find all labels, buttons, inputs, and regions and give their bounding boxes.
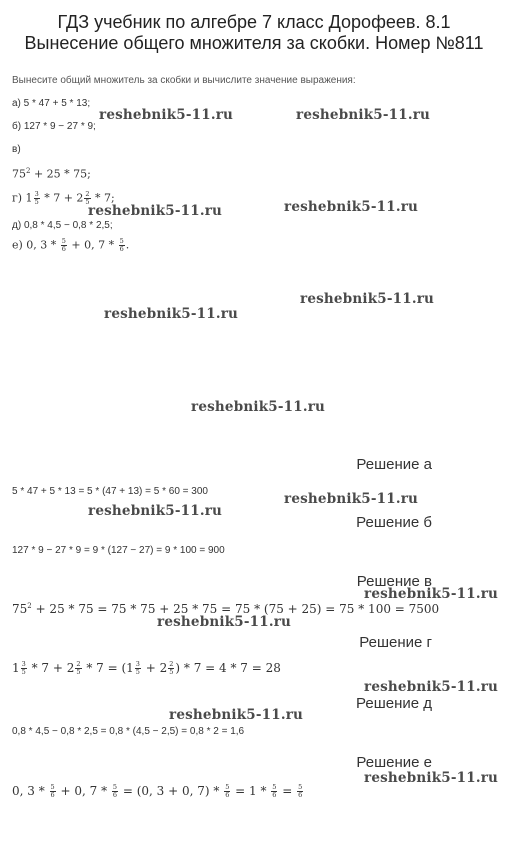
solution-e-heading: Решение д — [356, 695, 432, 712]
solution-d-heading: Решение г — [359, 634, 432, 651]
watermark: reshebnik5-11.ru — [88, 203, 223, 219]
watermark: reshebnik5-11.ru — [169, 707, 304, 723]
solution-c-heading: Решение в — [356, 573, 432, 590]
page-title: ГДЗ учебник по алгебре 7 класс Дорофеев. 8.1 Вынесение общего множителя за скобки. Номер №811 — [24, 12, 484, 53]
solution-e-text: 0,8 * 4,5 − 0,8 * 2,5 = 0,8 * (4,5 − 2,5) = 0,8 * 2 = 1,6 — [12, 726, 245, 737]
watermark: reshebnik5-11.ru — [191, 399, 326, 415]
solution-a-heading: Решение а — [356, 456, 432, 473]
watermark: reshebnik5-11.ru — [296, 107, 431, 123]
watermark: reshebnik5-11.ru — [364, 679, 499, 695]
task-item-c-label: в) — [12, 144, 21, 155]
watermark: reshebnik5-11.ru — [99, 107, 234, 123]
task-item-e: д) 0,8 * 4,5 − 0,8 * 2,5; — [12, 220, 113, 231]
watermark: reshebnik5-11.ru — [284, 199, 419, 215]
watermark: reshebnik5-11.ru — [300, 291, 435, 307]
task-item-a: а) 5 * 47 + 5 * 13; — [12, 98, 91, 109]
task-item-c-expression: $75^2 + 25 * 75$; — [12, 167, 91, 181]
solution-f-text: 0, 3 * $\frac{5}{6}$ + 0, 7 * $\frac{5}{6}$ = (0, 3 + 0, 7) * $\frac{5}{6}$ = 1 * $\frac{5}{6}$ = $\frac{5}{6}$ — [12, 783, 303, 799]
watermark: reshebnik5-11.ru — [104, 306, 239, 322]
solution-b-heading: Решение б — [356, 514, 432, 531]
watermark: reshebnik5-11.ru — [364, 586, 499, 602]
task-item-f: е) 0, 3 * $\frac{5}{6}$ + 0, 7 * $\frac{5}{6}$ . — [12, 237, 130, 253]
task-item-b: б) 127 * 9 − 27 * 9; — [12, 121, 96, 132]
solution-d-text: 1 $\frac{3}{5}$ * 7 + 2 $\frac{2}{5}$ * 7 = (1 $\frac{3}{5}$ + 2 $\frac{2}{5}$ ) * 7 = 4 * 7 = 28 — [12, 660, 281, 676]
solution-a-text: 5 * 47 + 5 * 13 = 5 * (47 + 13) = 5 * 60 = 300 — [12, 486, 208, 497]
watermark: reshebnik5-11.ru — [364, 770, 499, 786]
task-text: Вынесите общий множитель за скобки и вычислите значение выражения: — [12, 75, 356, 86]
solution-c-text: $75^2 + 25 * 75 = 75 * 75 + 25 * 75 = 75 * (75 + 25) = 75 * 100 = 7500$ — [12, 602, 440, 616]
task-item-d: г) 1 $\frac{3}{5}$ * 7 + 2 $\frac{2}{5}$ * 7; — [12, 190, 115, 206]
watermark: reshebnik5-11.ru — [88, 503, 223, 519]
watermark: reshebnik5-11.ru — [157, 614, 292, 630]
watermark: reshebnik5-11.ru — [284, 491, 419, 507]
solution-b-text: 127 * 9 − 27 * 9 = 9 * (127 − 27) = 9 * 100 = 900 — [12, 545, 225, 556]
solution-f-heading: Решение е — [356, 754, 432, 771]
